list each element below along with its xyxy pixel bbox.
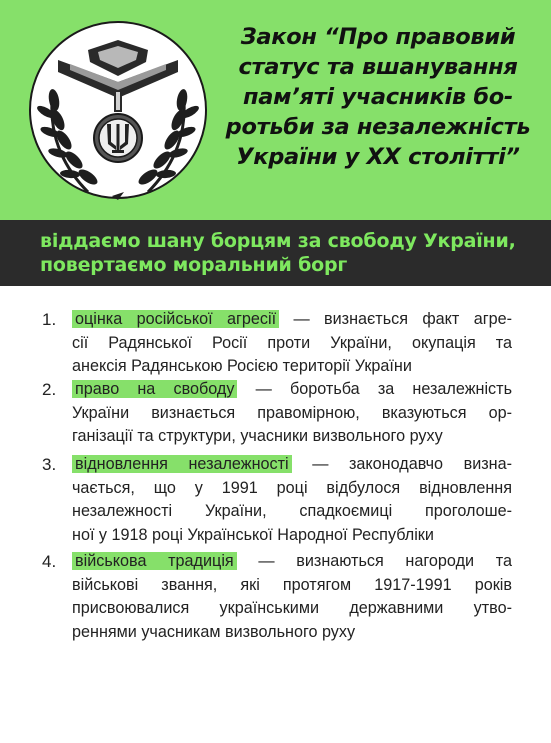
item-text [72,550,512,644]
item-line [72,378,512,402]
memorial-medal-emblem [28,20,208,210]
highlighted-term: військова традиція [72,552,237,570]
item-line: ної у 1918 році Української Народної Республіки [72,525,434,544]
item-line: анексія Радянською Росією території України [72,357,412,375]
item-text [72,378,512,449]
item-line: України визнається правомірною, вказуються ор- [72,403,512,422]
highlighted-term: оцінка російської агресії [72,310,279,328]
highlighted-term: відновлення незалежності [72,455,292,473]
item-number: 4. [42,552,57,571]
item-line: військові звання, які протягом 1917-1991 років [72,575,512,594]
item-line: ганізації та структури, учасники визвольного руху [72,427,443,445]
item-number: 2. [42,380,57,399]
title-line: статус та вшанування [238,54,518,80]
title-line: Закон “Про правовий [240,24,516,50]
highlighted-term: право на свободу [72,380,237,398]
header-panel [0,0,551,220]
item-text-rest: — визнається факт агре- [279,310,513,328]
item-text-rest: — законодавчо визна- [291,455,512,473]
item-text [72,308,512,379]
item-line: присвоювалися українськими державними утво- [72,599,512,617]
item-line: чається, що у 1991 році відбулося відновлення [72,478,512,497]
item-number: 3. [42,455,57,474]
page-title [222,22,534,172]
slogan-line: віддаємо шану борцям за свободу України, [40,230,516,252]
item-line: незалежності України, спадкоємиці проголоше- [72,502,512,520]
item-number: 1. [42,310,57,329]
item-line: реннями учасникам визвольного руху [72,622,356,641]
slogan-banner [0,220,551,286]
slogan-line: повертаємо моральний борг [40,254,348,276]
item-line: сії Радянської Росії проти України, окупація та [72,333,512,352]
item-line [72,550,512,574]
item-text [72,453,512,547]
title-line: ротьби за незалежність [225,114,531,140]
item-line [72,453,512,477]
item-text-rest: — боротьба за незалежність [237,380,512,398]
title-line: України у ХХ столітті” [236,144,520,170]
title-line: пам’яті учасників бо- [243,84,513,110]
item-line [72,308,512,332]
item-text-rest: — визнаються нагороди та [236,552,512,570]
